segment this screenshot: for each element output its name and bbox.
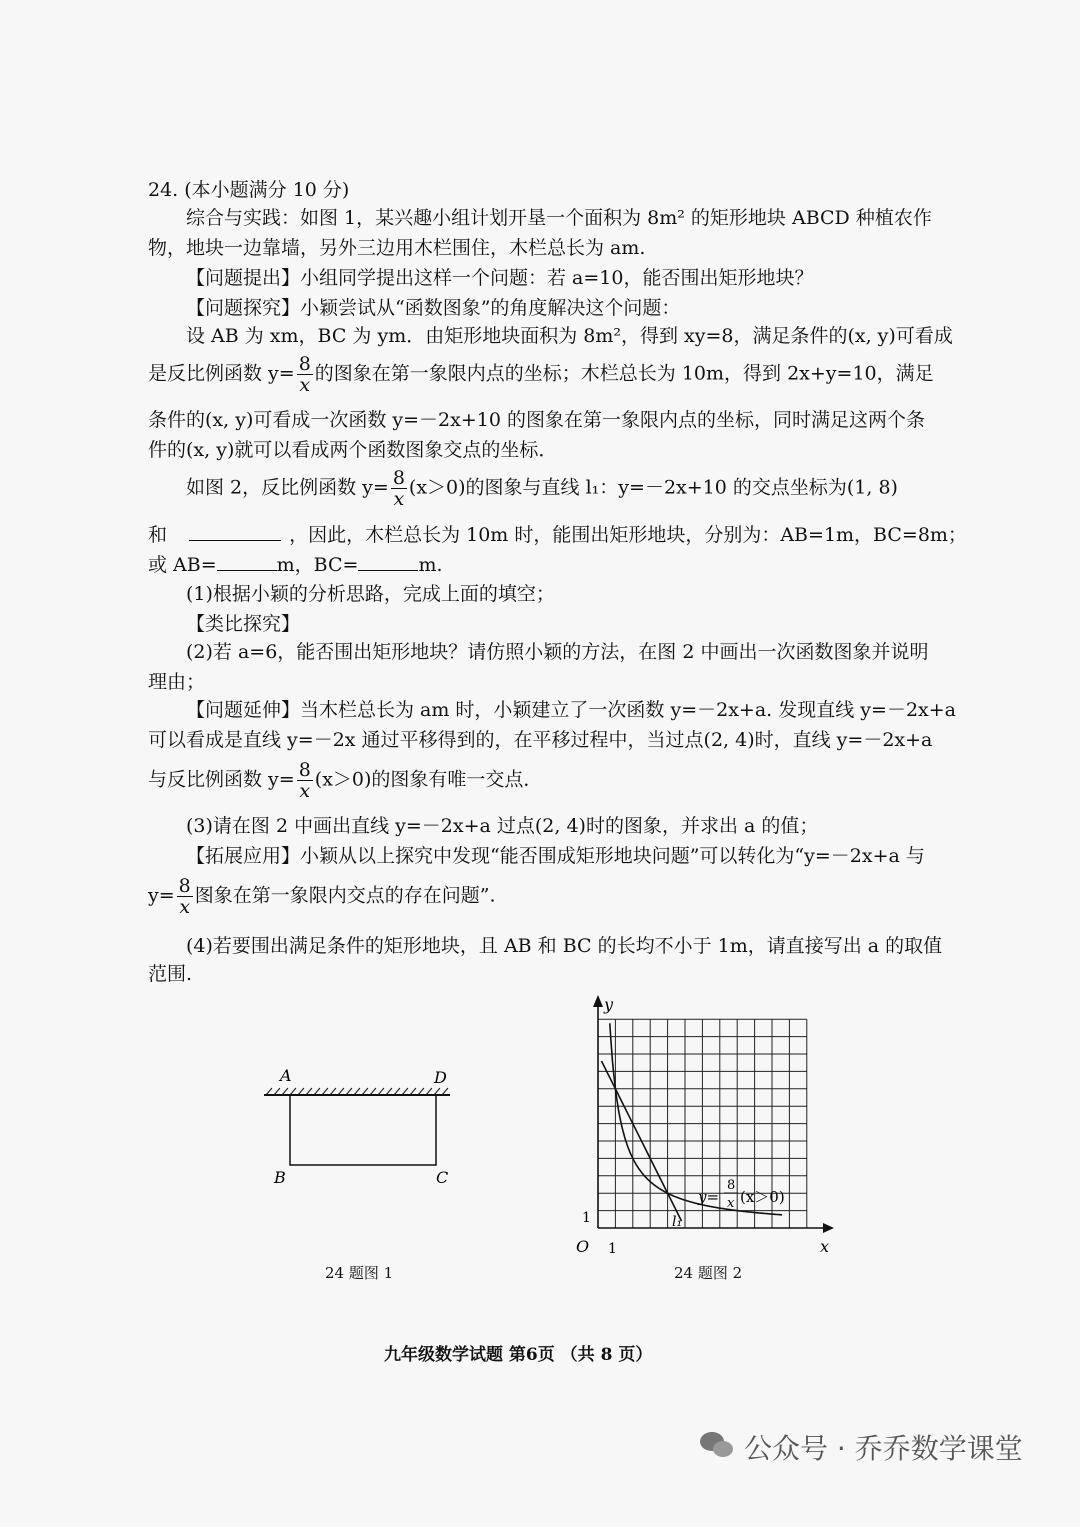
rectangle-abcd <box>290 1095 436 1165</box>
analogy-title: 【类比探究】 <box>186 613 301 635</box>
extension-line-2: 可以看成是直线 y=－2x 通过平移得到的，在平移过程中，当过点(2, 4)时，直线 y=－2x+a <box>148 729 933 751</box>
extension-line-3a: 与反比例函数 y= <box>148 768 295 791</box>
fraction-denominator: x <box>179 896 191 918</box>
figure-2-caption: 24 题图 2 <box>674 1264 743 1282</box>
origin-label: O <box>576 1237 590 1256</box>
hyperbola-curve <box>610 1023 782 1215</box>
curve-label-a: y= <box>698 1188 720 1206</box>
answer-blank-ab[interactable] <box>217 552 277 571</box>
fraction-denominator: x <box>299 374 311 396</box>
extension-line-1: 【问题延伸】当木栏总长为 am 时，小颖建立了一次函数 y=－2x+a. 发现直线 y=－2x+a <box>186 699 956 721</box>
extension-line-3 <box>148 760 542 801</box>
fraction-denominator: x <box>299 780 311 802</box>
tick-label-y-1: 1 <box>582 1210 591 1226</box>
figure2-statement-b: (x＞0)的图象与直线 l₁：y=－2x+10 的交点坐标为(1, 8) <box>408 476 898 499</box>
explore-line-4: 件的(x, y)就可以看成两个函数图象交点的坐标． <box>148 439 558 461</box>
fraction-8-over-x <box>177 876 193 917</box>
fill-line-2c: m. <box>418 554 443 576</box>
wechat-icon <box>700 1432 736 1458</box>
fraction-numerator: 8 <box>178 875 191 897</box>
question-2-line-2: 理由； <box>148 671 206 693</box>
question-1: (1)根据小颖的分析思路，完成上面的填空； <box>186 583 555 605</box>
axis-label-y: y <box>604 995 614 1014</box>
fill-line-1a: 和 <box>148 524 168 546</box>
application-line-2b: 图象在第一象限内交点的存在问题”. <box>194 884 496 907</box>
question-4-line-1: (4)若要围出满足条件的矩形地块，且 AB 和 BC 的长均不小于 1m，请直接写出 a 的取值 <box>186 935 943 957</box>
x-axis-arrow-icon <box>823 1223 834 1233</box>
explore-title: 【问题探究】小颖尝试从“函数图象”的角度解决这个问题： <box>186 297 681 319</box>
question-4-line-2: 范围. <box>148 963 193 985</box>
explore-line-2a: 是反比例函数 y= <box>148 362 295 385</box>
answer-blank-intersection[interactable] <box>189 522 281 541</box>
fill-line-2b: m，BC= <box>276 554 359 576</box>
curve-label-b: (x＞0) <box>740 1188 785 1206</box>
question-3: (3)请在图 2 中画出直线 y=－2x+a 过点(2, 4)时的图象，并求出 a 的值； <box>186 815 819 837</box>
application-line-2a: y= <box>148 884 175 907</box>
explore-line-3: 条件的(x, y)可看成一次函数 y=－2x+10 的图象在第一象限内点的坐标，同时满足这两个条 <box>148 409 925 431</box>
label-c: C <box>436 1168 449 1187</box>
axis-label-x: x <box>820 1237 830 1256</box>
fraction-8-over-x <box>391 468 407 509</box>
line-label-l1: l₁ <box>672 1214 683 1230</box>
tick-label-x-1: 1 <box>608 1241 617 1257</box>
page-footer: 九年级数学试题 第6页 （共 8 页） <box>384 1345 653 1365</box>
explore-line-1: 设 AB 为 xm，BC 为 ym．由矩形地块面积为 8m²，得到 xy=8，满足条件的(x, y)可看成 <box>186 325 953 347</box>
label-a: A <box>280 1066 292 1085</box>
question-header: 24. (本小题满分 10 分) <box>148 179 350 201</box>
wall-hatching <box>266 1088 448 1095</box>
explore-line-2b: 的图象在第一象限内点的坐标；木栏总长为 10m，得到 2x+y=10，满足 <box>314 362 934 385</box>
application-line-1: 【拓展应用】小颖从以上探究中发现“能否围成矩形地块问题”可以转化为“y=－2x+a 与 <box>186 845 925 867</box>
figure-1-diagram <box>250 1055 480 1195</box>
explore-line-2 <box>148 354 934 395</box>
label-d: D <box>434 1068 447 1087</box>
fill-line-1b: ，因此，木栏总长为 10m 时，能围出矩形地块，分别为：AB=1m，BC=8m； <box>289 524 967 546</box>
answer-blank-bc[interactable] <box>358 552 418 571</box>
fill-line-2 <box>148 552 443 577</box>
fraction-8-over-x <box>297 760 313 801</box>
fraction-numerator: 8 <box>392 467 405 489</box>
problem-raise: 【问题提出】小组同学提出这样一个问题：若 a=10，能否围出矩形地块？ <box>186 267 814 289</box>
fill-line-1 <box>148 522 967 547</box>
curve-label-numerator: 8 <box>727 1178 736 1193</box>
intro-line-2: 物，地块一边靠墙，另外三边用木栏围住，木栏总长为 am. <box>148 237 646 259</box>
intro-line-1: 综合与实践：如图 1，某兴趣小组计划开垦一个面积为 8m² 的矩形地块 ABCD 种植农作 <box>186 207 932 229</box>
fraction-numerator: 8 <box>298 353 311 375</box>
fraction-denominator: x <box>393 488 405 510</box>
fraction-numerator: 8 <box>298 759 311 781</box>
y-axis-arrow-icon <box>593 995 603 1007</box>
extension-line-3b: (x＞0)的图象有唯一交点． <box>314 768 543 791</box>
label-b: B <box>274 1168 286 1187</box>
application-line-2 <box>148 876 496 917</box>
watermark-text: 公众号 · 乔乔数学课堂 <box>744 1432 1023 1465</box>
figure-1-caption: 24 题图 1 <box>325 1264 394 1282</box>
fill-line-2a: 或 AB= <box>148 554 217 576</box>
figure2-statement-a: 如图 2，反比例函数 y= <box>186 476 389 499</box>
figure-2-graph <box>568 992 838 1257</box>
question-2-line-1: (2)若 a=6，能否围出矩形地块？请仿照小颖的方法，在图 2 中画出一次函数图象并说明 <box>186 641 929 663</box>
fraction-8-over-x <box>297 354 313 395</box>
curve-label-denominator: x <box>727 1196 735 1211</box>
figure2-statement <box>186 468 898 509</box>
